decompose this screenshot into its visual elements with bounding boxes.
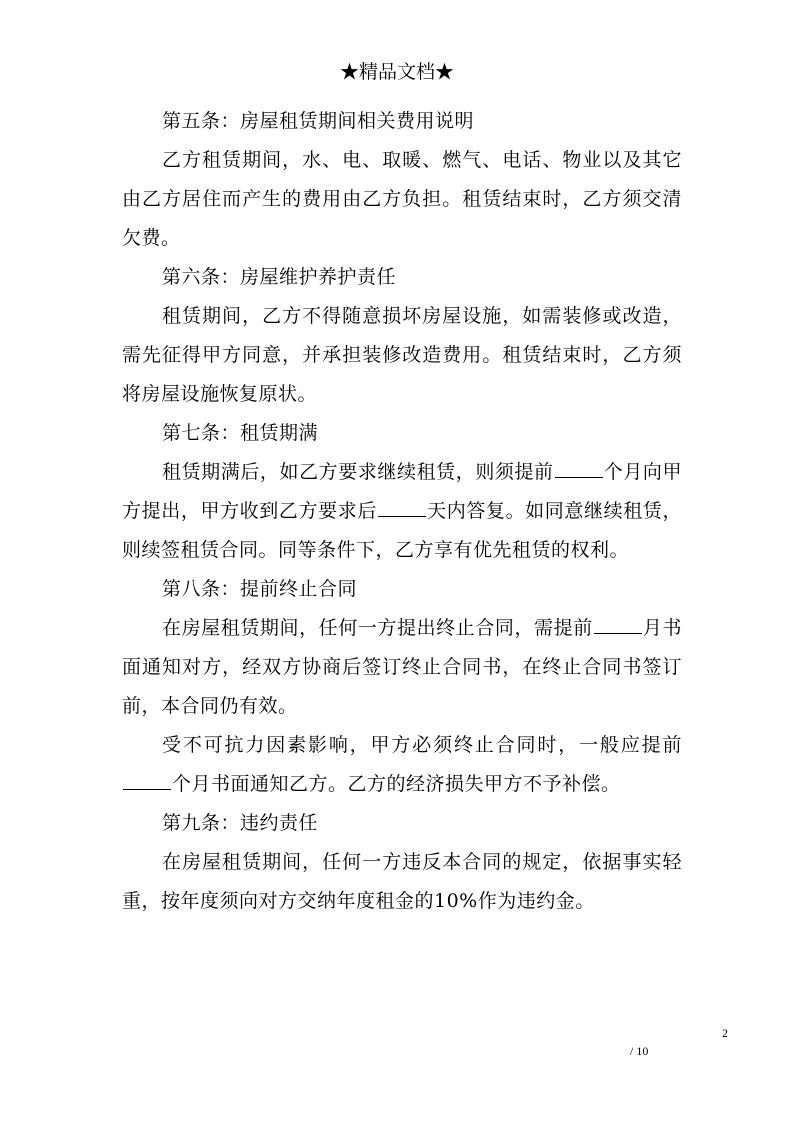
article-7-body <box>122 453 682 570</box>
blank-months <box>555 457 603 478</box>
page-number: 2 <box>722 1026 728 1040</box>
article-7-heading: 第七条：租赁期满 <box>162 422 319 444</box>
article-7-text-2: 个月向甲方提出，甲方收到乙方要求后 <box>122 461 682 522</box>
blank-notice-months <box>594 613 642 634</box>
force-majeure-text-2: 个月书面通知乙方。乙方的经济损失甲方不予补偿。 <box>172 773 621 795</box>
article-9-body: 在房屋租赁期间，任何一方违反本合同的规定，依据事实轻重，按年度须向对方交纳年度租金的10%作为违约金。 <box>122 851 682 912</box>
document-header: ★精品文档★ <box>339 61 454 83</box>
blank-days <box>378 496 426 517</box>
force-majeure-text-1: 受不可抗力因素影响，甲方必须终止合同时，一般应提前 <box>162 734 682 756</box>
page-total: / 10 <box>630 1044 649 1058</box>
article-7-text-3: 天内答复。如同意继续租赁，则续签租赁合同。同等条件下，乙方享有优先租赁的权利。 <box>122 500 682 561</box>
article-8-body <box>122 609 682 726</box>
article-6-heading: 第六条：房屋维护养护责任 <box>162 266 397 288</box>
article-5-heading: 第五条：房屋租赁期间相关费用说明 <box>162 110 475 132</box>
article-8-text-1: 在房屋租赁期间，任何一方提出终止合同，需提前 <box>162 617 593 639</box>
document-body <box>122 102 682 921</box>
force-majeure-clause <box>122 726 682 804</box>
article-9-heading: 第九条：违约责任 <box>162 812 319 834</box>
article-7-text-1: 租赁期满后，如乙方要求继续租赁，则须提前 <box>162 461 554 483</box>
article-8-heading: 第八条：提前终止合同 <box>162 578 358 600</box>
article-6-body: 租赁期间，乙方不得随意损坏房屋设施，如需装修或改造，需先征得甲方同意，并承担装修改造费用。租赁结束时，乙方须将房屋设施恢复原状。 <box>122 305 682 405</box>
article-8-text-2: 月书面通知对方，经双方协商后签订终止合同书，在终止合同书签订前，本合同仍有效。 <box>122 617 682 717</box>
article-5-body: 乙方租赁期间，水、电、取暖、燃气、电话、物业以及其它由乙方居住而产生的费用由乙方负担。租赁结束时，乙方须交清欠费。 <box>122 149 682 249</box>
blank-force-majeure-months <box>123 769 171 790</box>
